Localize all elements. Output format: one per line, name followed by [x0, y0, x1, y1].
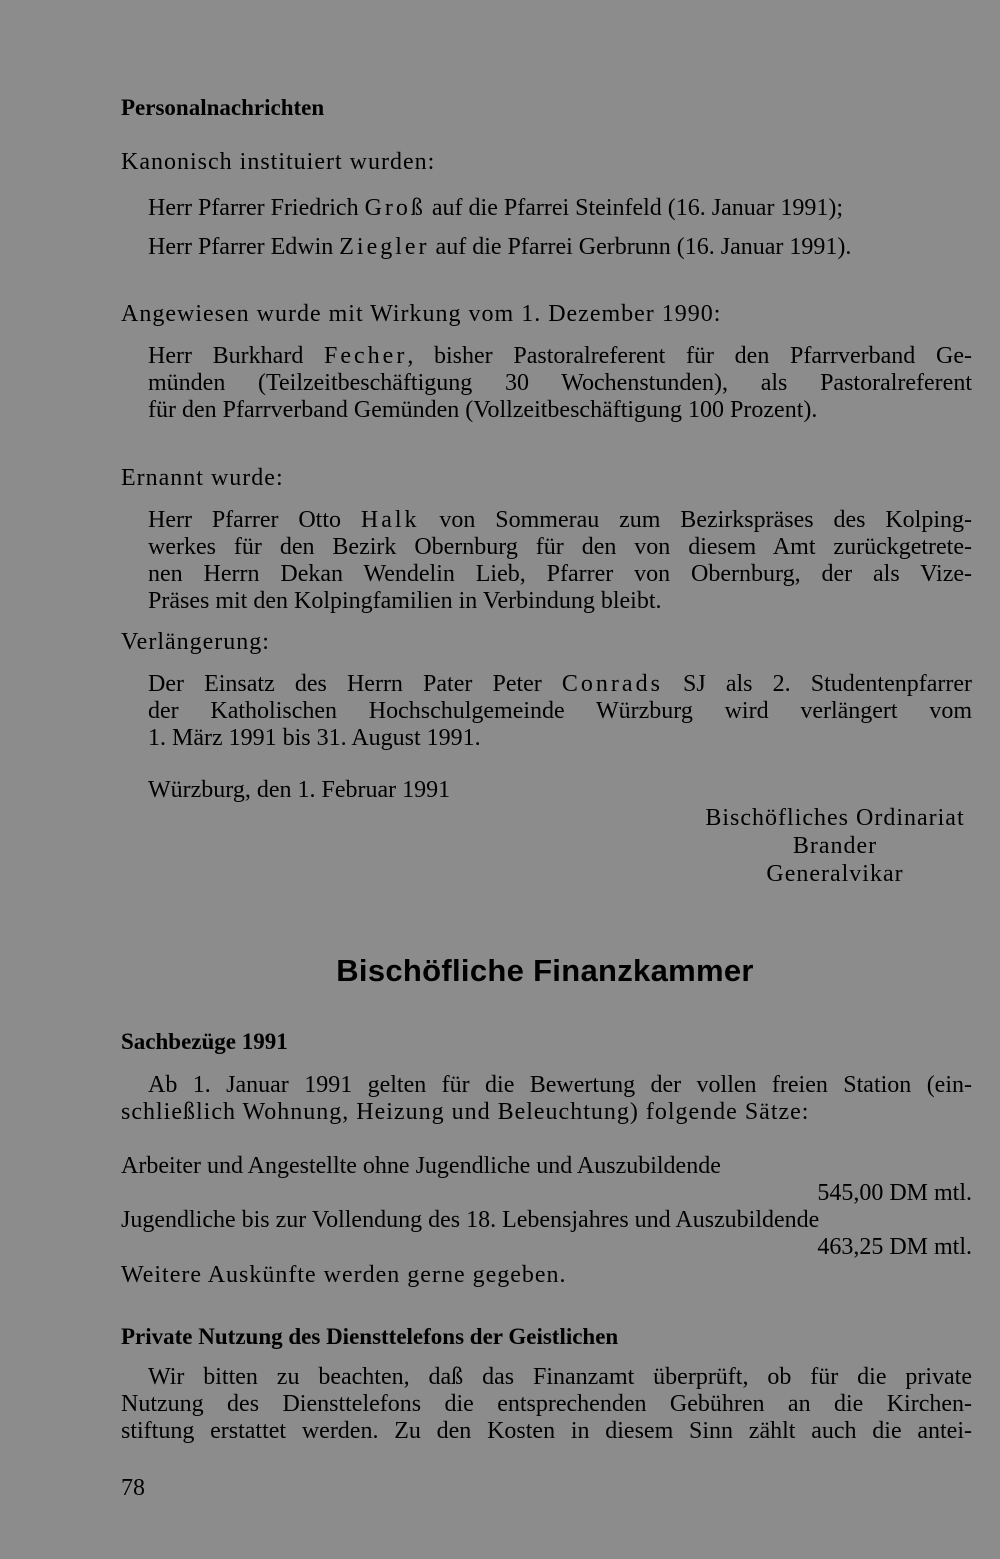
person-name: Fecher — [324, 343, 408, 369]
note-text: Weitere Auskünfte werden gerne gegeben. — [121, 1262, 567, 1288]
person-name: Groß — [364, 195, 426, 221]
signature-name: Brander — [792, 833, 878, 859]
text-line: Wir bitten zu beachten, daß das Finanzamt überprüft, ob für die private — [148, 1364, 972, 1390]
signature-office: Bischöfliches Ordinariat — [705, 805, 965, 831]
text-line: für den Pfarrverband Gemünden (Vollzeitbeschäftigung 100 Prozent). — [148, 397, 818, 423]
rate-item-value: 545,00 DM mtl. — [817, 1180, 972, 1206]
text-line: Herr Pfarrer Otto Halk von Sommerau zum Bezirkspräses des Kolping- — [148, 507, 972, 533]
rate-item-label: Arbeiter und Angestellte ohne Jugendliche und Auszubildende — [121, 1153, 721, 1179]
text-line: Nutzung des Diensttelefons die entsprechenden Gebühren an die Kirchen- — [121, 1391, 972, 1417]
text-line: Ab 1. Januar 1991 gelten für die Bewertung der vollen freien Station (ein- — [148, 1072, 972, 1098]
text-line: schließlich Wohnung, Heizung und Beleuchtung) folgende Sätze: — [121, 1099, 810, 1125]
text-line: Der Einsatz des Herrn Pater Peter Conrads SJ als 2. Studentenpfarrer — [148, 671, 973, 697]
text-line: Herr Burkhard Fecher, bisher Pastoralreferent für den Pfarrverband Ge- — [148, 343, 972, 369]
label-ernannt: Ernannt wurde: — [121, 465, 284, 491]
label-verlaengerung: Verlängerung: — [121, 629, 270, 655]
page-number: 78 — [121, 1475, 145, 1501]
rate-item-value: 463,25 DM mtl. — [817, 1234, 972, 1260]
label-angewiesen: Angewiesen wurde mit Wirkung vom 1. Dezember 1990: — [121, 301, 722, 327]
text-line: Herr Pfarrer Friedrich Groß auf die Pfarrei Steinfeld (16. Januar 1991); — [148, 195, 844, 221]
rate-item-label: Jugendliche bis zur Vollendung des 18. Lebensjahres und Auszubildende — [121, 1207, 820, 1233]
person-name: Ziegler — [339, 234, 430, 260]
label-kanonisch: Kanonisch instituiert wurden: — [121, 149, 436, 175]
section-heading-personalnachrichten: Personalnachrichten — [121, 95, 325, 120]
text-line: der Katholischen Hochschulgemeinde Würzburg wird verlängert vom — [148, 698, 972, 724]
person-name: Halk — [360, 507, 420, 533]
signature-title: Generalvikar — [766, 861, 904, 887]
text-line: werkes für den Bezirk Obernburg für den von diesem Amt zurückgetrete- — [148, 534, 972, 560]
text-line: münden (Teilzeitbeschäftigung 30 Wochenstunden), als Pastoralreferent — [148, 370, 972, 396]
text-line: Herr Pfarrer Edwin Ziegler auf die Pfarrei Gerbrunn (16. Januar 1991). — [148, 234, 852, 260]
signature-block — [690, 804, 980, 888]
section-heading-telefon: Private Nutzung des Diensttelefons der Geistlichen — [121, 1324, 619, 1349]
person-name: Conrads — [561, 671, 663, 697]
text-line: nen Herrn Dekan Wendelin Lieb, Pfarrer von Obernburg, der als Vize- — [148, 561, 972, 587]
section-heading-sachbezuege: Sachbezüge 1991 — [121, 1029, 288, 1054]
text-line: stiftung erstattet werden. Zu den Kosten in diesem Sinn zählt auch die antei- — [121, 1418, 972, 1444]
place-date: Würzburg, den 1. Februar 1991 — [148, 777, 451, 803]
text-line: 1. März 1991 bis 31. August 1991. — [148, 725, 481, 751]
section-title-finanzkammer: Bischöfliche Finanzkammer — [336, 953, 754, 988]
text-line: Präses mit den Kolpingfamilien in Verbindung bleibt. — [148, 588, 662, 614]
